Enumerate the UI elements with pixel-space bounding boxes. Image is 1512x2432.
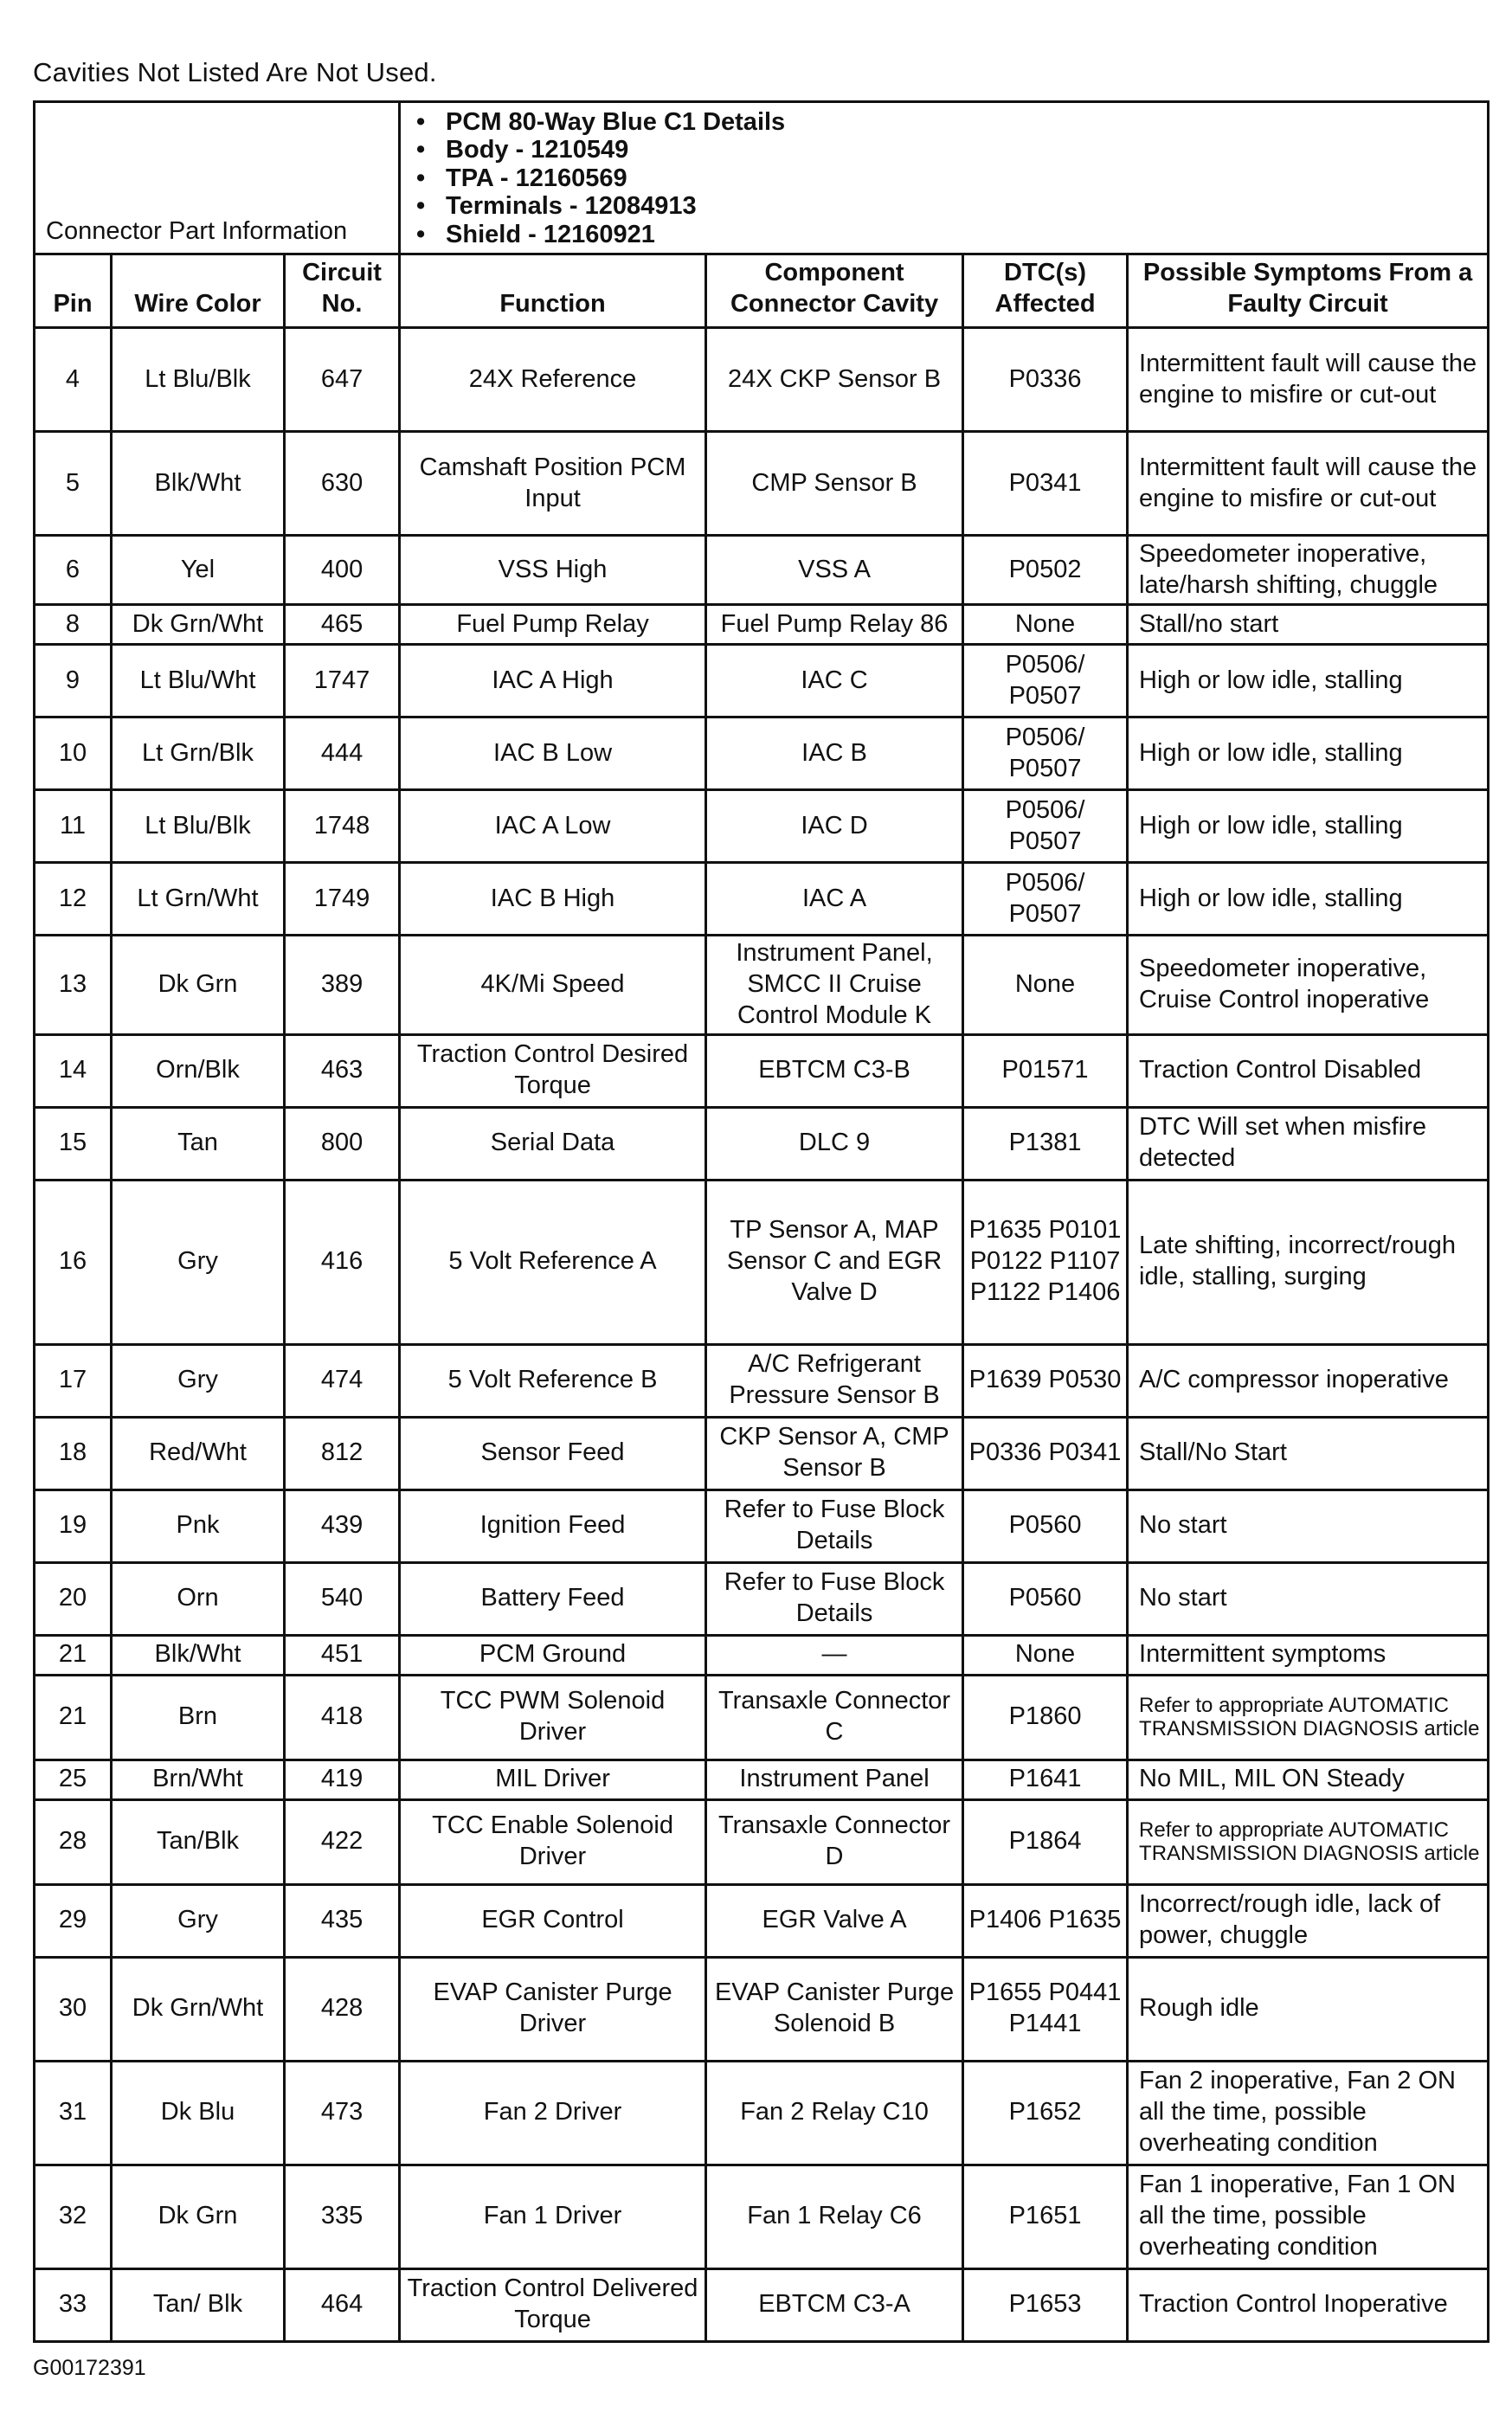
pin-cell: 28 [35, 1799, 112, 1884]
table-row [35, 1417, 1489, 1489]
function-cell: IAC A High [400, 645, 706, 717]
dtc-cell: None [963, 605, 1128, 645]
connector-info-item: • Shield - 12160921 [446, 221, 1470, 248]
cavity-cell: 24X CKP Sensor B [706, 328, 963, 432]
table-row [35, 1562, 1489, 1635]
cavity-cell: — [706, 1635, 963, 1675]
dtc-cell: P1635 P0101 P0122 P1107 P1122 P1406 [963, 1180, 1128, 1344]
pin-cell: 18 [35, 1417, 112, 1489]
header-dtc: DTC(s) Affected [963, 254, 1128, 328]
circuit-cell: 418 [285, 1675, 400, 1760]
wire-color-cell: Dk Grn/Wht [112, 1957, 285, 2061]
symptom-cell: High or low idle, stalling [1128, 790, 1489, 863]
symptom-cell: Late shifting, incorrect/rough idle, stalling, surging [1128, 1180, 1489, 1344]
wire-color-cell: Yel [112, 536, 285, 605]
header-function: Function [400, 254, 706, 328]
function-cell: EGR Control [400, 1884, 706, 1957]
dtc-cell: P1641 [963, 1760, 1128, 1799]
wire-color-cell: Tan/Blk [112, 1799, 285, 1884]
pin-cell: 9 [35, 645, 112, 717]
symptom-cell: Intermittent fault will cause the engine to misfire or cut-out [1128, 328, 1489, 432]
pin-cell: 6 [35, 536, 112, 605]
dtc-cell: P1651 [963, 2165, 1128, 2268]
function-cell: Fan 2 Driver [400, 2061, 706, 2165]
table-row [35, 1675, 1489, 1760]
circuit-cell: 1748 [285, 790, 400, 863]
circuit-cell: 416 [285, 1180, 400, 1344]
wire-color-cell: Lt Blu/Wht [112, 645, 285, 717]
cavity-cell: EVAP Canister Purge Solenoid B [706, 1957, 963, 2061]
circuit-cell: 419 [285, 1760, 400, 1799]
circuit-cell: 812 [285, 1417, 400, 1489]
table-row [35, 1884, 1489, 1957]
dtc-cell: P0502 [963, 536, 1128, 605]
symptom-cell: Fan 1 inoperative, Fan 1 ON all the time, possible overheating condition [1128, 2165, 1489, 2268]
pin-cell: 12 [35, 863, 112, 936]
dtc-cell: P0506/ P0507 [963, 863, 1128, 936]
circuit-cell: 435 [285, 1884, 400, 1957]
cavity-cell: Transaxle Connector C [706, 1675, 963, 1760]
symptom-cell: Stall/No Start [1128, 1417, 1489, 1489]
wire-color-cell: Orn/Blk [112, 1034, 285, 1107]
cavity-cell: Instrument Panel, SMCC II Cruise Control Module K [706, 936, 963, 1035]
function-cell: IAC A Low [400, 790, 706, 863]
connector-info-list [446, 108, 1470, 248]
function-cell: PCM Ground [400, 1635, 706, 1675]
pin-cell: 11 [35, 790, 112, 863]
cavity-cell: EGR Valve A [706, 1884, 963, 1957]
cavity-cell: IAC D [706, 790, 963, 863]
pin-cell: 16 [35, 1180, 112, 1344]
symptom-cell: Incorrect/rough idle, lack of power, chuggle [1128, 1884, 1489, 1957]
symptom-cell: High or low idle, stalling [1128, 717, 1489, 790]
cavity-cell: IAC A [706, 863, 963, 936]
table-row [35, 605, 1489, 645]
symptom-cell: Intermittent symptoms [1128, 1635, 1489, 1675]
wire-color-cell: Dk Grn [112, 936, 285, 1035]
table-row [35, 717, 1489, 790]
circuit-cell: 800 [285, 1107, 400, 1180]
table-row [35, 1180, 1489, 1344]
circuit-cell: 422 [285, 1799, 400, 1884]
table-row [35, 1635, 1489, 1675]
function-cell: Fuel Pump Relay [400, 605, 706, 645]
pin-cell: 25 [35, 1760, 112, 1799]
pin-cell: 32 [35, 2165, 112, 2268]
cavity-cell: A/C Refrigerant Pressure Sensor B [706, 1344, 963, 1417]
circuit-cell: 439 [285, 1489, 400, 1562]
pin-cell: 15 [35, 1107, 112, 1180]
table-row [35, 1760, 1489, 1799]
cavity-cell: TP Sensor A, MAP Sensor C and EGR Valve D [706, 1180, 963, 1344]
connector-info-details [400, 102, 1489, 254]
circuit-cell: 444 [285, 717, 400, 790]
wire-color-cell: Orn [112, 1562, 285, 1635]
function-cell: Traction Control Delivered Torque [400, 2268, 706, 2341]
pin-cell: 13 [35, 936, 112, 1035]
wire-color-cell: Dk Grn [112, 2165, 285, 2268]
symptom-cell: Speedometer inoperative, late/harsh shifting, chuggle [1128, 536, 1489, 605]
table-row [35, 1034, 1489, 1107]
dtc-cell: None [963, 1635, 1128, 1675]
symptom-cell: Refer to appropriate AUTOMATIC TRANSMISSION DIAGNOSIS article [1128, 1799, 1489, 1884]
circuit-cell: 647 [285, 328, 400, 432]
wire-color-cell: Red/Wht [112, 1417, 285, 1489]
symptom-cell: Refer to appropriate AUTOMATIC TRANSMISSION DIAGNOSIS article [1128, 1675, 1489, 1760]
function-cell: Fan 1 Driver [400, 2165, 706, 2268]
figure-id: G00172391 [33, 2356, 146, 2380]
wire-color-cell: Brn [112, 1675, 285, 1760]
pin-cell: 29 [35, 1884, 112, 1957]
function-cell: TCC Enable Solenoid Driver [400, 1799, 706, 1884]
symptom-cell: Traction Control Inoperative [1128, 2268, 1489, 2341]
circuit-cell: 630 [285, 432, 400, 536]
wire-color-cell: Lt Blu/Blk [112, 790, 285, 863]
table-row [35, 2165, 1489, 2268]
symptom-cell: Traction Control Disabled [1128, 1034, 1489, 1107]
table-row [35, 1799, 1489, 1884]
pin-cell: 21 [35, 1675, 112, 1760]
symptom-cell: No start [1128, 1489, 1489, 1562]
connector-info-row [35, 102, 1489, 254]
connector-pinout-table [33, 100, 1489, 2343]
cavity-cell: EBTCM C3-B [706, 1034, 963, 1107]
header-circuit-no: Circuit No. [285, 254, 400, 328]
dtc-cell: P1655 P0441 P1441 [963, 1957, 1128, 2061]
symptom-cell: Speedometer inoperative, Cruise Control inoperative [1128, 936, 1489, 1035]
pin-cell: 20 [35, 1562, 112, 1635]
cavity-cell: CKP Sensor A, CMP Sensor B [706, 1417, 963, 1489]
cavity-cell: IAC B [706, 717, 963, 790]
connector-info-label: Connector Part Information [35, 102, 400, 254]
pin-cell: 4 [35, 328, 112, 432]
circuit-cell: 465 [285, 605, 400, 645]
dtc-cell: P01571 [963, 1034, 1128, 1107]
symptom-cell: High or low idle, stalling [1128, 645, 1489, 717]
symptom-cell: High or low idle, stalling [1128, 863, 1489, 936]
function-cell: EVAP Canister Purge Driver [400, 1957, 706, 2061]
symptom-cell: A/C compressor inoperative [1128, 1344, 1489, 1417]
wire-color-cell: Gry [112, 1180, 285, 1344]
dtc-cell: P1864 [963, 1799, 1128, 1884]
wire-color-cell: Lt Grn/Wht [112, 863, 285, 936]
table-row [35, 432, 1489, 536]
cavity-cell: CMP Sensor B [706, 432, 963, 536]
symptom-cell: No MIL, MIL ON Steady [1128, 1760, 1489, 1799]
connector-info-item: • TPA - 12160569 [446, 164, 1470, 192]
table-row [35, 1957, 1489, 2061]
cavity-cell: VSS A [706, 536, 963, 605]
wire-color-cell: Dk Grn/Wht [112, 605, 285, 645]
pin-cell: 14 [35, 1034, 112, 1107]
connector-info-item: • Body - 1210549 [446, 136, 1470, 164]
symptom-cell: No start [1128, 1562, 1489, 1635]
dtc-cell: P1653 [963, 2268, 1128, 2341]
function-cell: Ignition Feed [400, 1489, 706, 1562]
circuit-cell: 335 [285, 2165, 400, 2268]
pin-cell: 8 [35, 605, 112, 645]
pin-cell: 33 [35, 2268, 112, 2341]
dtc-cell: P1860 [963, 1675, 1128, 1760]
circuit-cell: 1747 [285, 645, 400, 717]
function-cell: Sensor Feed [400, 1417, 706, 1489]
cavity-cell: Fuel Pump Relay 86 [706, 605, 963, 645]
circuit-cell: 540 [285, 1562, 400, 1635]
pin-cell: 30 [35, 1957, 112, 2061]
table-row [35, 936, 1489, 1035]
pin-cell: 19 [35, 1489, 112, 1562]
table-row [35, 2268, 1489, 2341]
dtc-cell: P0506/ P0507 [963, 717, 1128, 790]
wire-color-cell: Tan/ Blk [112, 2268, 285, 2341]
cavity-cell: Instrument Panel [706, 1760, 963, 1799]
wire-color-cell: Lt Blu/Blk [112, 328, 285, 432]
cavities-note: Cavities Not Listed Are Not Used. [33, 57, 437, 87]
function-cell: IAC B Low [400, 717, 706, 790]
cavity-cell: DLC 9 [706, 1107, 963, 1180]
pin-cell: 31 [35, 2061, 112, 2165]
circuit-cell: 464 [285, 2268, 400, 2341]
symptom-cell: Fan 2 inoperative, Fan 2 ON all the time, possible overheating condition [1128, 2061, 1489, 2165]
circuit-cell: 451 [285, 1635, 400, 1675]
circuit-cell: 473 [285, 2061, 400, 2165]
table-row [35, 328, 1489, 432]
pin-cell: 17 [35, 1344, 112, 1417]
cavity-cell: Transaxle Connector D [706, 1799, 963, 1884]
function-cell: Serial Data [400, 1107, 706, 1180]
circuit-cell: 474 [285, 1344, 400, 1417]
dtc-cell: P1381 [963, 1107, 1128, 1180]
circuit-cell: 389 [285, 936, 400, 1035]
function-cell: 4K/Mi Speed [400, 936, 706, 1035]
circuit-cell: 463 [285, 1034, 400, 1107]
cavity-cell: IAC C [706, 645, 963, 717]
dtc-cell: P0506/ P0507 [963, 645, 1128, 717]
dtc-cell: P0560 [963, 1562, 1128, 1635]
function-cell: 5 Volt Reference B [400, 1344, 706, 1417]
dtc-cell: P0560 [963, 1489, 1128, 1562]
table-row [35, 536, 1489, 605]
circuit-cell: 1749 [285, 863, 400, 936]
circuit-cell: 428 [285, 1957, 400, 2061]
wire-color-cell: Blk/Wht [112, 432, 285, 536]
header-row [35, 254, 1489, 328]
wire-color-cell: Dk Blu [112, 2061, 285, 2165]
cavity-cell: Refer to Fuse Block Details [706, 1562, 963, 1635]
dtc-cell: P0506/ P0507 [963, 790, 1128, 863]
wire-color-cell: Blk/Wht [112, 1635, 285, 1675]
wire-color-cell: Lt Grn/Blk [112, 717, 285, 790]
function-cell: Battery Feed [400, 1562, 706, 1635]
circuit-cell: 400 [285, 536, 400, 605]
wire-color-cell: Tan [112, 1107, 285, 1180]
table-row [35, 790, 1489, 863]
table-row [35, 1344, 1489, 1417]
function-cell: MIL Driver [400, 1760, 706, 1799]
symptom-cell: Stall/no start [1128, 605, 1489, 645]
pin-cell: 21 [35, 1635, 112, 1675]
wire-color-cell: Gry [112, 1344, 285, 1417]
symptom-cell: Rough idle [1128, 1957, 1489, 2061]
cavity-cell: EBTCM C3-A [706, 2268, 963, 2341]
dtc-cell: P0336 P0341 [963, 1417, 1128, 1489]
table-row [35, 2061, 1489, 2165]
function-cell: VSS High [400, 536, 706, 605]
connector-info-item: • Terminals - 12084913 [446, 192, 1470, 220]
symptom-cell: DTC Will set when misfire detected [1128, 1107, 1489, 1180]
wire-color-cell: Brn/Wht [112, 1760, 285, 1799]
symptom-cell: Intermittent fault will cause the engine to misfire or cut-out [1128, 432, 1489, 536]
pin-cell: 10 [35, 717, 112, 790]
dtc-cell: P1652 [963, 2061, 1128, 2165]
table-row [35, 645, 1489, 717]
header-wire-color: Wire Color [112, 254, 285, 328]
dtc-cell: P0341 [963, 432, 1128, 536]
dtc-cell: None [963, 936, 1128, 1035]
cavity-cell: Fan 1 Relay C6 [706, 2165, 963, 2268]
function-cell: Traction Control Desired Torque [400, 1034, 706, 1107]
function-cell: TCC PWM Solenoid Driver [400, 1675, 706, 1760]
dtc-cell: P0336 [963, 328, 1128, 432]
wire-color-cell: Pnk [112, 1489, 285, 1562]
function-cell: 24X Reference [400, 328, 706, 432]
function-cell: Camshaft Position PCM Input [400, 432, 706, 536]
dtc-cell: P1406 P1635 [963, 1884, 1128, 1957]
header-symptoms: Possible Symptoms From a Faulty Circuit [1128, 254, 1489, 328]
pin-cell: 5 [35, 432, 112, 536]
function-cell: 5 Volt Reference A [400, 1180, 706, 1344]
table-row [35, 1489, 1489, 1562]
cavity-cell: Fan 2 Relay C10 [706, 2061, 963, 2165]
header-pin: Pin [35, 254, 112, 328]
dtc-cell: P1639 P0530 [963, 1344, 1128, 1417]
cavity-cell: Refer to Fuse Block Details [706, 1489, 963, 1562]
header-component-cavity: Component Connector Cavity [706, 254, 963, 328]
table-row [35, 863, 1489, 936]
table-row [35, 1107, 1489, 1180]
function-cell: IAC B High [400, 863, 706, 936]
wire-color-cell: Gry [112, 1884, 285, 1957]
connector-info-item: • PCM 80-Way Blue C1 Details [446, 108, 1470, 136]
